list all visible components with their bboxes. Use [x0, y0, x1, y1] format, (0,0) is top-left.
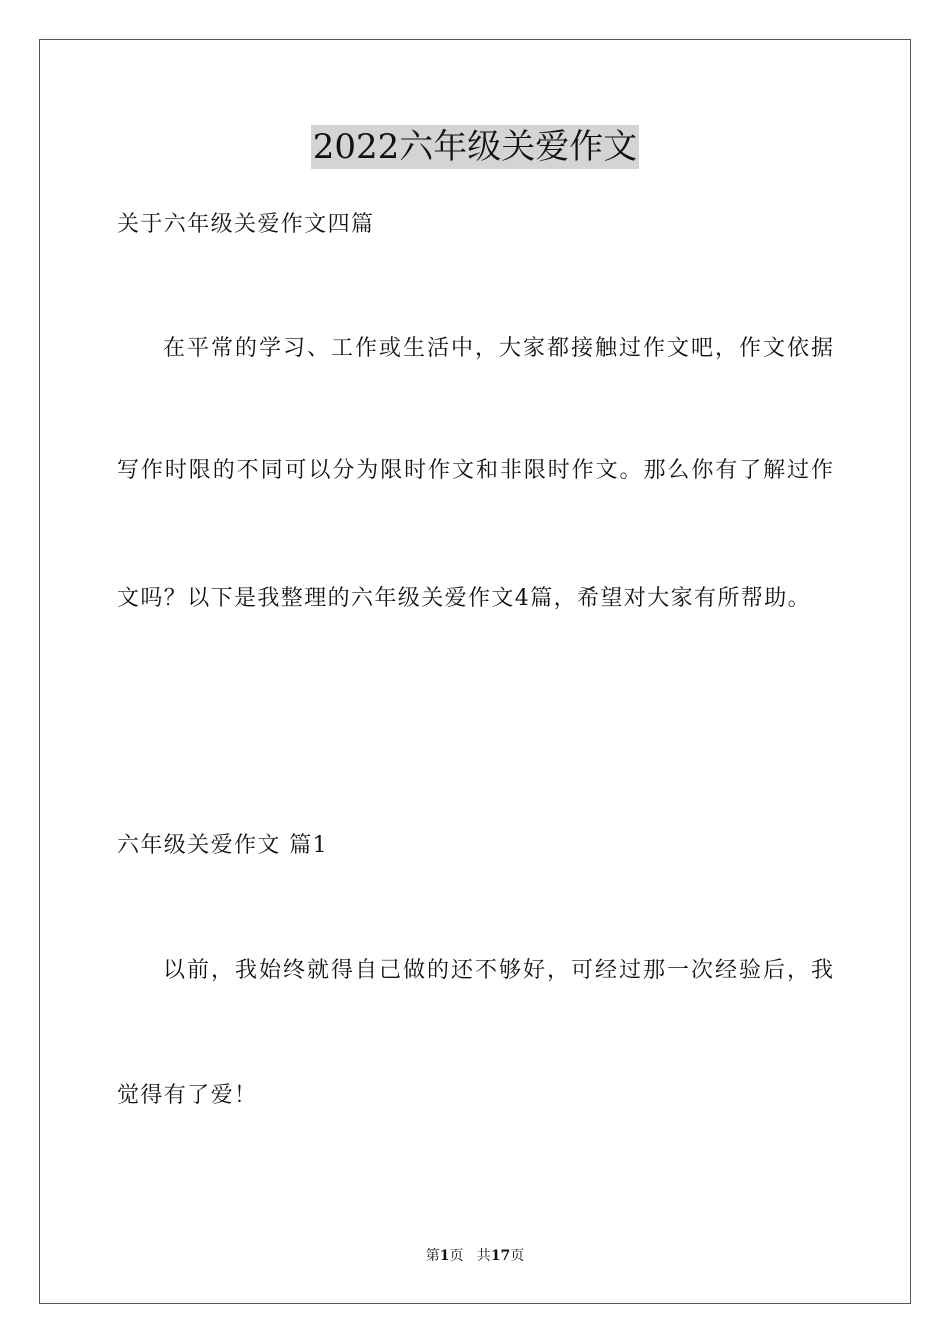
paragraph-line: 以前，我始终就得自己做的还不够好，可经过那一次经验后，我	[163, 958, 833, 983]
section-heading: 六年级关爱作文 篇1	[117, 833, 328, 858]
paragraph-line: 觉得有了爱！	[117, 1083, 258, 1108]
document-title: 2022六年级关爱作文	[312, 127, 638, 167]
paragraph-line: 写作时限的不同可以分为限时作文和非限时作文。那么你有了解过作	[117, 458, 833, 483]
page-total: 17	[490, 1248, 511, 1264]
paragraph-line: 在平常的学习、工作或生活中，大家都接触过作文吧，作文依据	[163, 336, 833, 361]
page-footer	[0, 1247, 950, 1265]
footer-prefix: 第	[425, 1248, 440, 1264]
footer-mid: 页 共	[449, 1248, 491, 1264]
paragraph-line: 文吗？以下是我整理的六年级关爱作文4篇，希望对大家有所帮助。	[117, 586, 811, 611]
document-title-wrap	[0, 125, 950, 169]
subtitle: 关于六年级关爱作文四篇	[117, 212, 375, 237]
footer-suffix: 页	[510, 1248, 525, 1264]
page-number: 1	[439, 1248, 450, 1264]
